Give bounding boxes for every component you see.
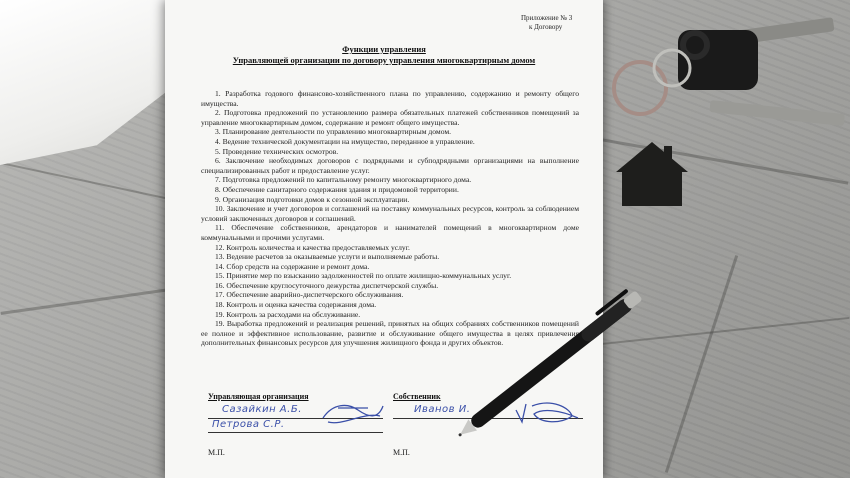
handwritten-name: Сазайкин А.Б. [222, 404, 302, 415]
list-item: 14. Сбор средств на содержание и ремонт дома. [215, 261, 370, 271]
signature-line [208, 432, 383, 433]
list-item: 19. Выработка предложений и реализация решений, принятых на общих собраниях собственников помещений ее полное и эффективное использование, развитие и обслуживание общего имущества в целях привлечения дополнительных финансовых ресурсов для улучшения жилищного фонда и других объектов. [201, 319, 579, 348]
list-item: 2. Подготовка предложений по установлению размера обязательных платежей собственников помещений за управление многоквартирным домом, содержание и ремонт общего имущества. [201, 108, 579, 127]
annex-line: Приложение № 3 [521, 14, 573, 22]
list-item: 11. Обеспечение собственников, арендаторов и нанимателей помещений в многоквартирном доме коммунальными и прочими услугами. [201, 223, 579, 242]
list-item: 6. Заключение необходимых договоров с подрядными и субподрядными организациями на выполнение специализированных работ и предоставление услуг. [201, 156, 579, 175]
list-item: 9. Организация подготовки домов к сезонной эксплуатации. [215, 194, 410, 204]
keys-icon [600, 10, 850, 150]
stamp-place-left: М.П. [208, 448, 225, 457]
annex-line: к Договору [529, 23, 563, 31]
left-signature-label: Управляющая организация [208, 392, 309, 401]
pen-icon [440, 258, 680, 458]
list-item: 18. Контроль и оценка качества содержания дома. [215, 300, 377, 310]
handwritten-name: Петрова С.Р. [212, 419, 285, 430]
document-title [165, 44, 603, 66]
list-item: 8. Обеспечение санитарного содержания здания и придомовой территории. [215, 184, 459, 194]
list-item: 5. Проведение технических осмотров. [215, 146, 339, 156]
list-item: 15. Принятие мер по взысканию задолженностей по оплате жилищно-коммунальных услуг. [215, 271, 512, 281]
title-line: Функции управления [342, 44, 426, 54]
house-icon [612, 138, 692, 208]
handwritten-signature [318, 398, 388, 428]
handwritten-name: Иванов И. [414, 404, 471, 415]
list-item: 19. Контроль за расходами на обслуживание. [215, 309, 361, 319]
right-signature-label: Собственник [393, 392, 441, 401]
list-item: 3. Планирование деятельности по управлению многоквартирным домом. [215, 127, 452, 137]
list-item: 1. Разработка годового финансово-хозяйственного плана по управлению, содержанию и ремонту общего имущества. [201, 89, 579, 108]
list-item: 17. Обеспечение аварийно-диспетчерского обслуживания. [215, 290, 404, 300]
list-item: 10. Заключение и учет договоров и соглашений на поставку коммунальных ресурсов, контроль за соблюдением условий заключенных договоров и соглашений. [201, 204, 579, 223]
list-item: 16. Обеспечение круглосуточного дежурства диспетчерской службы. [215, 280, 439, 290]
stamp-place-right: М.П. [393, 448, 410, 457]
list-item: 13. Ведение расчетов за оказываемые услуги и выполняемые работы. [215, 252, 440, 262]
list-item: 12. Контроль количества и качества предоставляемых услуг. [215, 242, 410, 252]
subtitle-line: Управляющей организации по договору управления многоквартирным домом [232, 55, 536, 65]
annex-note [521, 14, 593, 32]
list-item: 7. Подготовка предложений по капитальному ремонту многоквартирного дома. [215, 175, 472, 185]
list-item: 4. Ведение технической документации на имущество, переданное в управление. [215, 136, 475, 146]
